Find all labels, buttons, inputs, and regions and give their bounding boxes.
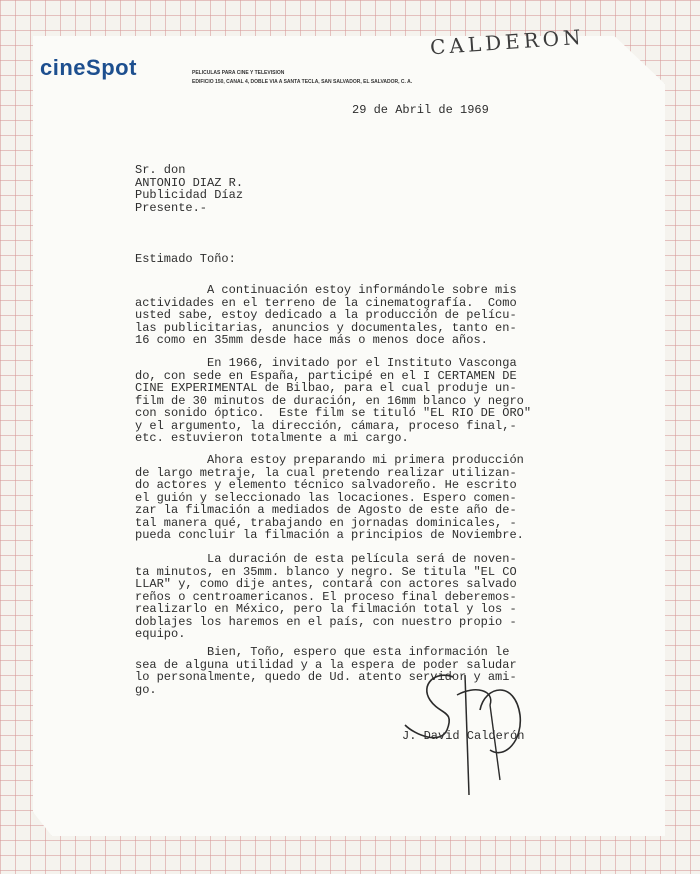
letterhead-tagline: PELICULAS PARA CINE Y TELEVISION: [192, 70, 285, 76]
recipient-address: Sr. don ANTONIO DIAZ R. Publicidad Díaz Presente.-: [135, 163, 244, 215]
paragraph-2: En 1966, invitado por el Instituto Vasconga do, con sede en España, participé en el I CERTAMEN DE CINE EXPERIMENTAL de Bilbao, para el cual produje un- film de 30 minutos de duración, en 16mm blanco y negro con sonido óptico. Este film se tituló "EL RIO DE ORO" y el argumento, la dirección, cámara, proceso final,- etc. estuvieron totalmente a mi cargo.: [135, 356, 532, 445]
paragraph-4: La duración de esta película será de noven- ta minutos, en 35mm. blanco y negro. Se titula "EL CO LLAR" y, como dije antes, contará con actores salvado reños o centroamericanos. El proceso final deberemos- realizarlo en México, pero la filmación total y los - doblajes los haremos en el país, con nuestro propio - equipo.: [135, 552, 517, 641]
paragraph-5: Bien, Toño, espero que esta información le sea de alguna utilidad y a la espera de poder saludar lo personalmente, quedo de Ud. atento servidor y ami- go.: [135, 645, 517, 697]
salutation: Estimado Toño:: [135, 252, 236, 266]
handwritten-annotation: CALDERON: [429, 24, 586, 60]
letter-date: 29 de Abril de 1969: [352, 103, 489, 117]
letterhead-address: EDIFICIO 150, CANAL 4, DOBLE VIA A SANTA TECLA, SAN SALVADOR, EL SALVADOR, C. A.: [192, 79, 413, 85]
paragraph-3: Ahora estoy preparando mi primera producción de largo metraje, la cual pretendo realizar utilizan- do actores y elemento técnico salvadoreño. He escrito el guión y seleccionado las locaciones. Espero comen- zar la filmación a mediados de Agosto de este año de- tal manera qué, trabajando en jornadas dominicales, - pueda concluir la filmación a principios de Noviembre.: [135, 453, 524, 542]
cinespot-logo: cineSpot: [40, 55, 137, 80]
paragraph-1: A continuación estoy informándole sobre mis actividades en el terreno de la cinematografía. Como usted sabe, estoy dedicado a la producción de pelícu- las publicitarias, anuncios y documentales, tanto en- 16 como en 35mm desde hace más o menos doce años.: [135, 283, 517, 347]
signatory-name: J. David Calderón: [402, 729, 525, 743]
